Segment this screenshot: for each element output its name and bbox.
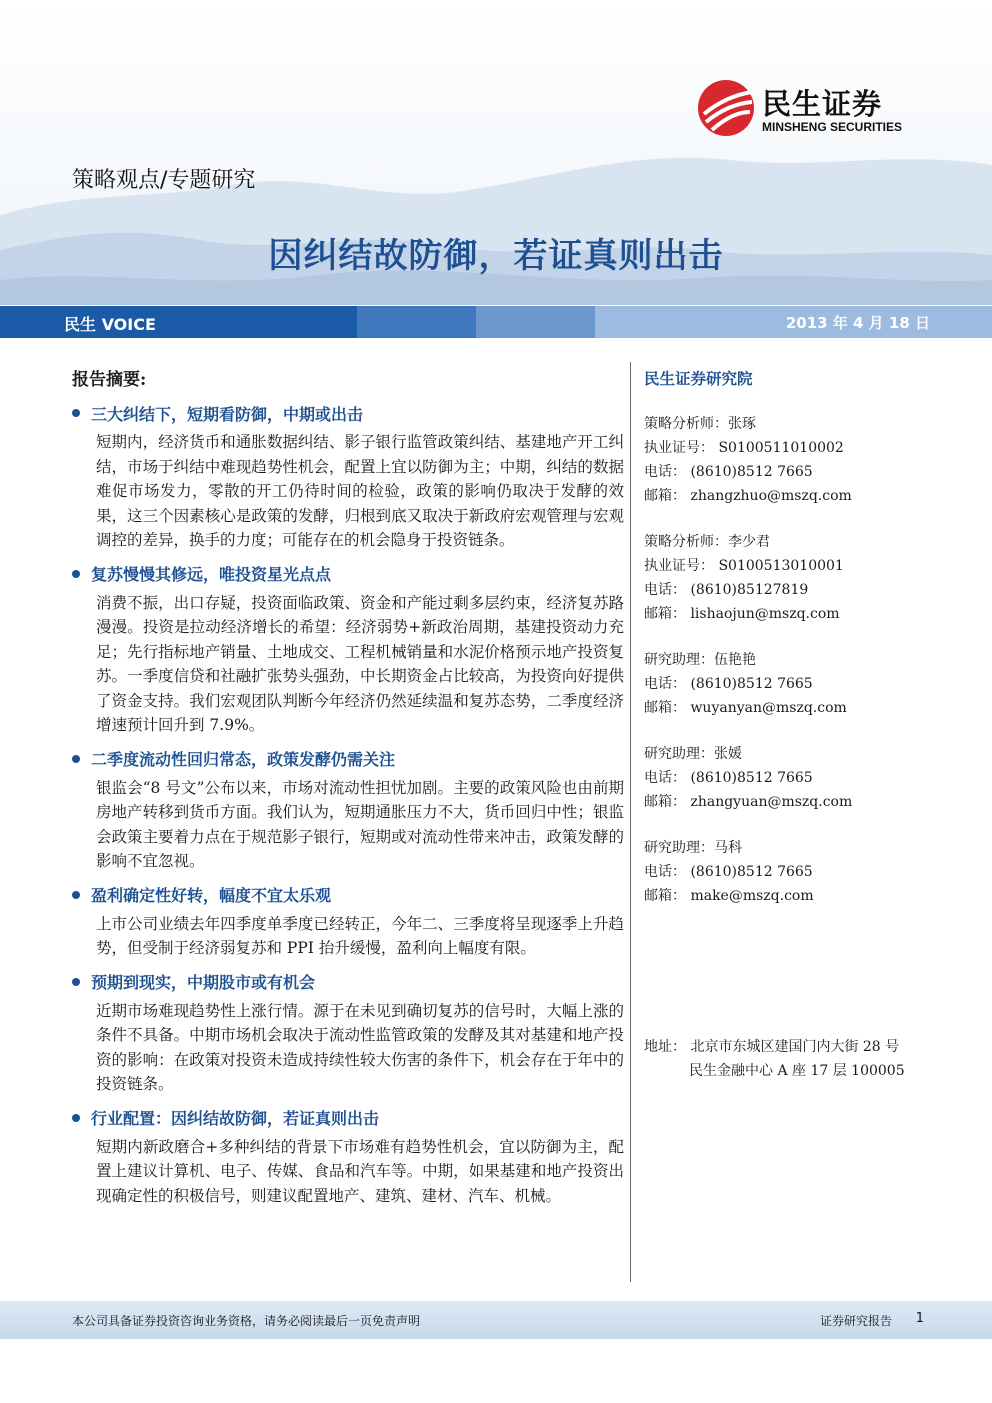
analyst-phone: 电话： (8610)85127819 [644, 582, 809, 598]
analyst-card [644, 530, 944, 626]
company-address [644, 1035, 905, 1083]
band-label: 民生 VOICE [64, 315, 156, 334]
logo-english-name: MINSHENG SECURITIES [762, 120, 903, 134]
summary-section [72, 744, 624, 874]
logo-emblem-icon [696, 78, 756, 138]
section-body: 短期内，经济货币和通胀数据纠结、影子银行监管政策纠结、基建地产开工纠结，市场于纠结中难现趋势性机会，配置上宜以防御为主；中期，纠结的数据难促市场发力，零散的开工仍待时间的检验，政策的影响仍取决于发酵的效果，这三个因素核心是政策的发酵，归根到底又取决于新政府宏观管理与宏观调控的差异，换手的力度；可能存在的机会隐身于投资链条。 [96, 433, 624, 549]
analyst-email[interactable]: 邮箱： zhangyuan@mszq.com [644, 794, 853, 810]
institute-name: 民生证券研究院 [644, 369, 753, 388]
summary-section [72, 967, 624, 1097]
summary-section [72, 1103, 624, 1209]
section-title: 预期到现实，中期股市或有机会 [91, 973, 316, 992]
bullet-icon [72, 409, 80, 417]
section-title: 三大纠结下，短期看防御，中期或出击 [91, 404, 364, 424]
title-band [0, 306, 992, 338]
summary-section [72, 559, 624, 738]
section-body: 近期市场难现趋势性上涨行情。源于在未见到确切复苏的信号时，大幅上涨的条件不具备。中期市场机会取决于流动性监管政策的发酵及其对基建和地产投资的影响：在政策对投资未造成持续性较大伤害的条件下，机会存在于年中的投资链条。 [96, 1001, 624, 1093]
summary-section [72, 398, 624, 553]
analyst-cert: 执业证号： S0100511010002 [644, 440, 844, 456]
logo-name: 民生证券 [762, 87, 883, 121]
summary-section [72, 880, 624, 961]
analyst-card [644, 648, 944, 720]
analyst-role: 策略分析师：张琢 [644, 416, 756, 432]
section-title: 盈利确定性好转，幅度不宜太乐观 [91, 886, 332, 905]
analyst-cert: 执业证号： S0100513010001 [644, 558, 844, 574]
section-body: 银监会“8 号文”公布以来，市场对流动性担忧加剧。主要的政策风险也由前期房地产转移到货币方面。我们认为，短期通胀压力不大，货币回归中性；银监会政策主要着力点在于规范影子银行，短期或对流动性带来冲击，政策发酵的影响不宜忽视。 [96, 778, 624, 870]
report-title: 因纠结故防御，若证真则出击 [268, 236, 724, 276]
analyst-card [644, 412, 944, 508]
section-title: 二季度流动性回归常态，政策发酵仍需关注 [91, 750, 396, 769]
page-number: 1 [915, 1311, 924, 1326]
report-date: 2013 年 4 月 18 日 [785, 314, 930, 332]
summary-heading: 报告摘要: [72, 370, 147, 390]
section-title: 行业配置：因纠结故防御，若证真则出击 [91, 1109, 380, 1128]
analyst-email[interactable]: 邮箱： wuyanyan@mszq.com [644, 700, 847, 716]
bullet-icon [72, 570, 80, 578]
analyst-role: 研究助理：伍艳艳 [644, 652, 756, 668]
section-body: 消费不振，出口存疑，投资面临政策、资金和产能过剩多层约束，经济复苏路漫漫。投资是拉动经济增长的希望：经济弱势+新政治周期，基建投资动力充足；先行指标地产销量、土地成交、工程机械销量和水泥价格预示地产投资复苏。一季度信贷和社融扩张势头强劲，中长期资金占比较高，为投资向好提供了资金支持。我们宏观团队判断今年经济仍然延续温和复苏态势，二季度经济增速预计回升到 7.9%。 [96, 593, 624, 734]
sidebar [644, 362, 944, 930]
address-line: 民生金融中心 A 座 17 层 100005 [689, 1063, 905, 1079]
analyst-card [644, 742, 944, 814]
bullet-icon [72, 755, 80, 763]
company-logo [696, 78, 926, 138]
analyst-email[interactable]: 邮箱： make@mszq.com [644, 888, 814, 904]
analyst-role: 研究助理：张媛 [644, 746, 742, 762]
analyst-email[interactable]: 邮箱： zhangzhuo@mszq.com [644, 488, 852, 504]
analyst-phone: 电话： (8610)8512 7665 [644, 464, 813, 480]
analyst-phone: 电话： (8610)8512 7665 [644, 770, 813, 786]
analyst-phone: 电话： (8610)8512 7665 [644, 864, 813, 880]
page-footer [0, 1301, 992, 1339]
analyst-role: 研究助理：马科 [644, 840, 742, 856]
section-body: 短期内新政磨合+多种纠结的背景下市场难有趋势性机会，宜以防御为主，配置上建议计算机、电子、传媒、食品和汽车等。中期，如果基建和地产投资出现确定性的积极信号，则建议配置地产、建筑、建材、汽车、机械。 [96, 1137, 624, 1205]
analyst-card [644, 836, 944, 908]
section-title: 复苏慢慢其修远，唯投资星光点点 [91, 565, 332, 584]
footer-label: 证券研究报告 [819, 1314, 892, 1328]
analyst-email[interactable]: 邮箱： lishaojun@mszq.com [644, 606, 840, 622]
address-line: 地址： 北京市东城区建国门内大街 28 号 [644, 1039, 900, 1055]
analyst-phone: 电话： (8610)8512 7665 [644, 676, 813, 692]
report-category: 策略观点/专题研究 [72, 168, 256, 193]
footer-disclaimer: 本公司具备证券投资咨询业务资格，请务必阅读最后一页免责声明 [72, 1314, 421, 1328]
summary-sections [72, 398, 624, 1214]
header-banner [0, 0, 992, 305]
bullet-icon [72, 891, 80, 899]
bullet-icon [72, 1114, 80, 1122]
bullet-icon [72, 978, 80, 986]
column-divider [630, 362, 631, 1282]
section-body: 上市公司业绩去年四季度单季度已经转正，今年二、三季度将呈现逐季上升趋势，但受制于经济弱复苏和 PPI 抬升缓慢，盈利向上幅度有限。 [96, 914, 624, 957]
analyst-role: 策略分析师：李少君 [644, 534, 770, 550]
